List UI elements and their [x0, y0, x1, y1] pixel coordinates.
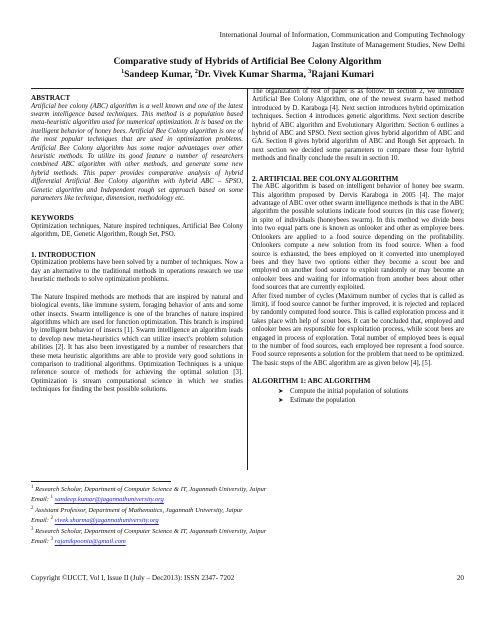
author2-name: Dr. Vivek Kumar Sharma, — [197, 69, 309, 81]
email-link[interactable]: vivek.sharma@jagannathuniversity.org — [54, 517, 159, 525]
footnote-email: Email: $^1$ sandeep.kumar@jagannathuniversity.org — [31, 495, 164, 504]
organization-paragraph: The organization of rest of paper is as follow: In section 2, we introduce Artificial Bee Colony Algorithm, one of the newest swarm based method introduced by D. Karaboga [4]. Next section introduces hybrid optimization techniques. Section 4 introduces genetic algorithms. Next section describe hybrid of ABC algorithm and Evolutionary Algorithm. Section 6 outlines a hybrid of ABC and SPSO. Next section gives hybrid algorithm of ABC and GA. Section 8 gives hybrid algorithm of ABC and Rough Set approach. In next section we decided some parameters to compare these four hybrid methods and finally conclude the result in section 10. — [252, 88, 464, 163]
arrow-bullet-icon: ➤ — [278, 397, 284, 405]
footnote-affiliation: $^1$ Research Scholar, Department of Computer Science & IT, Jagannath University, Jaipur — [31, 485, 267, 494]
footnote-affiliation: $^3$ Research Scholar, Department of Computer Science & IT, Jagannath University, Jaipur — [31, 526, 267, 536]
algorithm-step — [278, 387, 464, 396]
page-number: 20 — [456, 574, 464, 582]
footnote-email: Email: $^2$ vivek.sharma@jagannathuniversity.org — [31, 516, 159, 525]
journal-name: International Journal of Information, Communication and Computing Technology — [219, 30, 465, 39]
abstract-text: Artificial bee colony (ABC) algorithm is a well known and one of the latest swarm intelligence based techniques. This method is a population based meta-heuristic algorithm used for numerical optimization. It is based on the intelligent behavior of honey bees. Artificial Bee Colony algorithm is one of the most popular techniques that are used in optimization problems. Artificial Bee Colony algorithm has some major advantages over other heuristic methods. To utilize its good feature a number of researchers combined ABC algorithm with other methods, and generate some new hybrid methods. This paper provides comparative analysis of hybrid differential Artificial Bee Colony algorithm with hybrid ABC – SPSO, Genetic algorithm and Independent rough set approach based on some parameters like technique, dimension, methodology etc. — [31, 102, 243, 203]
footnote-affiliation: $^2$ Assistant Professor, Department of Mathematics, Jagannath University, Jaipur — [31, 505, 243, 515]
email-link[interactable]: rajanikpoonia@gmail.com — [54, 538, 126, 546]
email-link[interactable]: sandeep.kumar@jagannathuniversity.org — [54, 496, 164, 504]
introduction-paragraph-1: Optimization problems have been solved by a number of techniques. Now a day an alternative to the traditional methods in operations research we use heuristic methods to solve optimization problems. — [31, 259, 243, 284]
author3-sup: 3 — [308, 69, 312, 75]
arrow-bullet-icon: ➤ — [278, 387, 284, 395]
keywords-heading: KEYWORDS — [31, 214, 74, 223]
copyright-text: Copyright ©IJCCT, Vol I, Issue II (July – Dec2013): ISSN 2347- 7202 — [31, 574, 235, 582]
author3-name: Rajani Kumari — [311, 69, 374, 81]
algorithm-steps — [278, 387, 464, 406]
abc-section-heading: 2. ARTIFICIAL BEE COLONY ALGORITHM — [252, 174, 399, 183]
abc-paragraph-1: The ABC algorithm is based on intelligent behavior of honey bee swarm. This algorithm proposed by Dervis Karaboga in 2005 [4]. The major advantage of ABC over other swarm intelligence methods is that in the ABC algorithm the possible solutions indicate food sources (in this case flower); in spite of individuals (honeybees swarm). In this method we divide bees into two equal parts one is known as onlooker and other as employee bees. Onlookers are applied to a food source depending on the profitability. Onlookers compute a new solution from its food source. When a food source is exhausted, the bees employed on it converted into unemployed bees and they have two options either they become a scout bee and employed on another food source to exploit randomly or may become an onlooker bees and waiting for information from another bees about other food sources that are currently exploited. — [252, 183, 464, 292]
introduction-heading: 1. INTRODUCTION — [31, 250, 96, 259]
algorithm-step — [278, 396, 464, 405]
introduction-paragraph-2: The Nature Inspired methods are methods that are inspired by natural and biological events, like immune system, foraging behavior of ants and some other insects. Swarm intelligence is one of the branches of nature inspired algorithms which are used for function optimization. This branch is inspired by intelligent behavior of insects [1]. Swarm intelligence an algorithm leads to develop new meta-heuristics which can utilize insect's problem solution abilities [2]. It has also been investigated by a number of researchers that these meta heuristic algorithms are able to provide very good solutions in comparison to traditional algorithms. Optimization Techniques is a unique reference source of methods for achieving the optimal solution [3]. Optimization is stream computational science in which we studies techniques for finding the best possible solutions. — [31, 293, 243, 394]
journal-header — [135, 30, 465, 49]
algorithm-step-text: Compute the initial population of solutions — [290, 387, 409, 395]
footnote-email: Email: $^3$ rajanikpoonia@gmail.com — [31, 537, 126, 546]
paper-title: Comparative study of Hybrids of Artificial Bee Colony Algorithm — [113, 56, 382, 67]
author1-sup: 1 — [121, 69, 125, 75]
algorithm-heading: ALGORITHM 1: ABC ALGORITHM — [252, 377, 371, 386]
keywords-text: Optimization techniques, Nature inspired techniques, Artificial Bee Colony algorithm, DE, Genetic Algorithm, Rough Set, PSO. — [31, 223, 243, 239]
author1-name: Sandeep Kumar, — [124, 69, 195, 81]
column-divider — [247, 88, 248, 470]
title-block — [0, 56, 495, 80]
journal-institute: Jagan Institute of Management Studies, New Delhi — [311, 39, 465, 49]
footnotes — [31, 484, 464, 547]
author-line — [0, 67, 495, 80]
left-column — [31, 88, 243, 395]
footnote-rule — [31, 481, 171, 482]
algorithm-step-text: Estimate the population — [290, 397, 356, 405]
abc-paragraph-2: After fixed number of cycles (Maximum number of cycles that is called as limit), if food source cannot be further improved, it is rejected and replaced by randomly computed food source. This is called exploration process and it takes place with help of scout bees. It can be concluded that, employed and onlooker bees are responsible for exploitation process, while scout bees are engaged in process of exploration. Total number of employed bees is equal to the number of food sources, each employed bee represent a food source. Food source represents a solution for the problem that need to be optimized. The basic steps of the ABC algorithm are as given below [4], [5]. — [252, 292, 464, 367]
abstract-heading: ABSTRACT — [31, 94, 71, 102]
right-column — [252, 88, 464, 406]
author2-sup: 2 — [194, 69, 198, 75]
